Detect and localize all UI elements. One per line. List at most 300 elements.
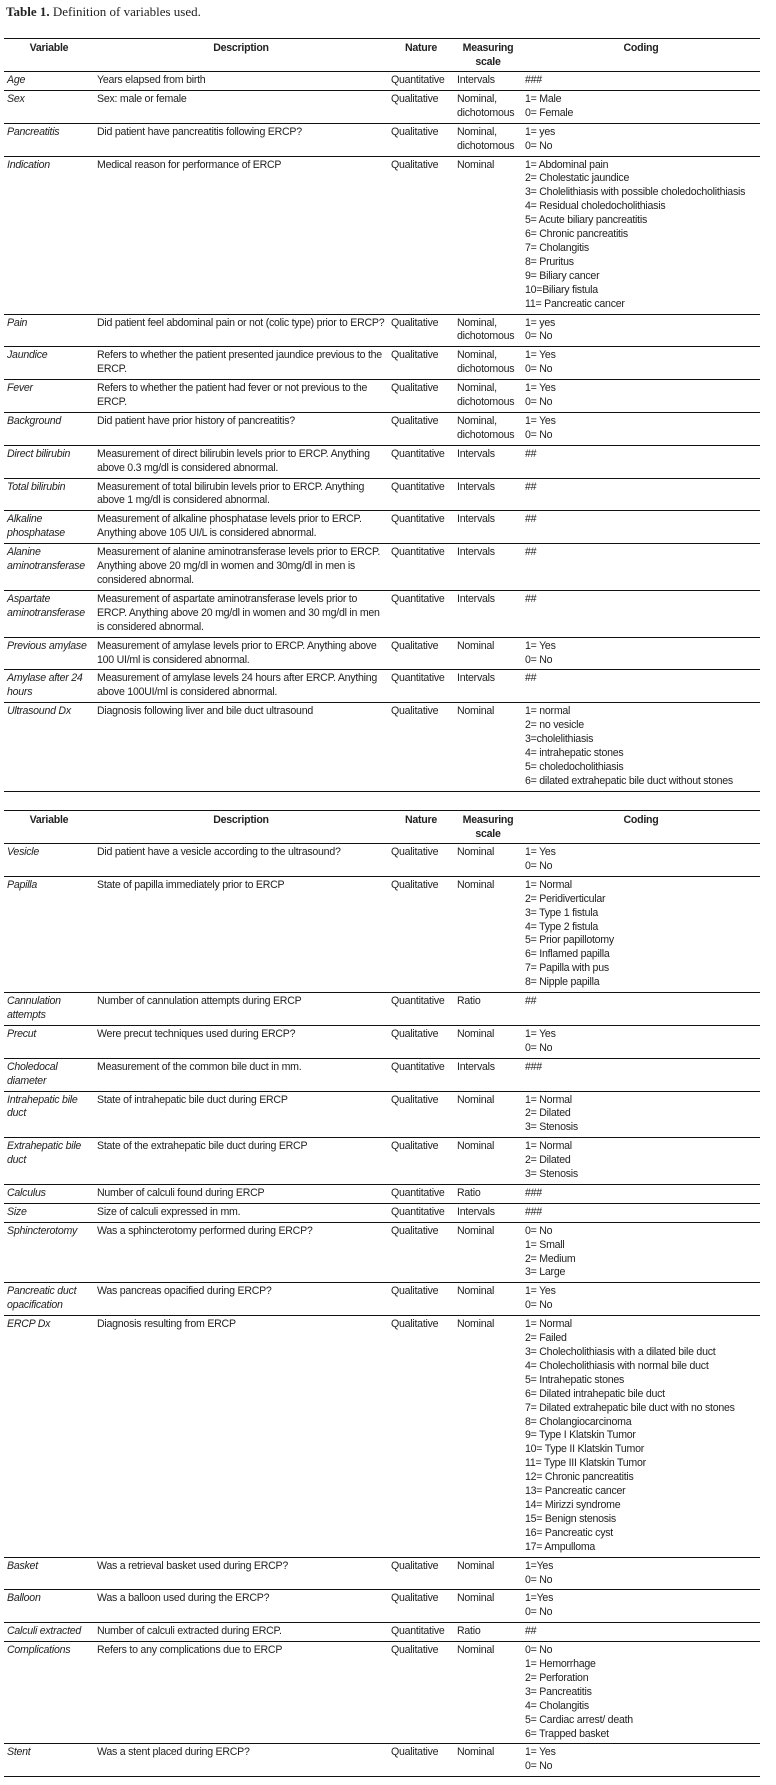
coding-value: ## [525, 592, 537, 605]
coding-value: 15= Benign stenosis [525, 1512, 616, 1525]
coding-value: 4= Cholangitis [525, 1699, 589, 1712]
table-row [4, 1222, 760, 1283]
variable-cell: Intrahepatic bile duct [7, 1093, 78, 1120]
nature-cell: Qualitative [391, 1644, 439, 1657]
measuring-scale-cell: Nominal, dichotomous [457, 125, 515, 152]
variable-cell: Stent [7, 1746, 31, 1759]
header-description: Description [213, 814, 269, 826]
coding-value: 3= Large [525, 1266, 566, 1279]
table-row [4, 1058, 760, 1091]
coding-value: 5= Acute biliary pancreatitis [525, 214, 648, 227]
measuring-scale-cell: Intervals [457, 447, 495, 460]
variable-cell: Basket [7, 1559, 38, 1572]
coding-value: 3= Stenosis [525, 1168, 578, 1181]
description-cell: State of intrahepatic bile duct during ERCP [97, 1093, 288, 1106]
measuring-scale-cell: Nominal [457, 1746, 495, 1759]
coding-cell [522, 844, 760, 877]
measuring-scale-cell: Nominal [457, 1093, 495, 1106]
coding-value: 0= No [525, 1606, 553, 1619]
variable-cell: Cannulation attempts [7, 995, 61, 1021]
coding-value: 1= yes [525, 316, 556, 329]
description-cell: Measurement of total bilirubin levels prior to ERCP. Anything above 1 mg/dl is considered abnormal. [97, 480, 365, 507]
nature-cell: Qualitative [391, 125, 439, 138]
variable-cell: Complications [7, 1644, 71, 1657]
coding-value: 1=Yes [525, 1592, 554, 1605]
description-cell: Refers to whether the patient had fever or not previous to the ERCP. [97, 382, 368, 409]
nature-cell: Qualitative [391, 1140, 439, 1153]
variable-cell: Aspartate aminotransferase [7, 592, 85, 619]
measuring-scale-cell: Nominal [457, 1285, 495, 1298]
measuring-scale-cell: Nominal [457, 705, 495, 718]
coding-value: 1= Normal [525, 1140, 572, 1153]
coding-value: 3= Pancreatitis [525, 1685, 592, 1698]
description-cell: Did patient feel abdominal pain or not (colic type) prior to ERCP? [97, 316, 385, 329]
coding-cell [522, 1184, 760, 1203]
coding-value: 1= Yes [525, 639, 556, 652]
measuring-scale-cell: Nominal [457, 846, 495, 858]
table-row [4, 412, 760, 445]
nature-cell: Quantitative [391, 1205, 445, 1218]
variable-cell: Size [7, 1205, 27, 1218]
coding-value: 1= Normal [525, 1093, 572, 1106]
measuring-scale-cell: Intervals [457, 672, 495, 685]
variable-cell: Choledocal diameter [7, 1060, 58, 1087]
coding-cell [522, 412, 760, 445]
coding-value: 0= No [525, 139, 553, 152]
table-row [4, 844, 760, 877]
coding-value: 3= Stenosis [525, 1121, 578, 1134]
variable-cell: Precut [7, 1027, 37, 1040]
coding-value: 10= Type II Klatskin Tumor [525, 1443, 645, 1456]
variable-cell: Alanine aminotransferase [7, 546, 85, 573]
coding-value: 1=Yes [525, 1559, 554, 1572]
coding-value: 6= Trapped basket [525, 1727, 609, 1740]
coding-cell [522, 380, 760, 413]
coding-value: 1= Normal [525, 878, 572, 891]
coding-value: ### [525, 1205, 542, 1218]
coding-value: 2= Peridiverticular [525, 892, 606, 905]
nature-cell: Qualitative [391, 1224, 439, 1237]
table-row [4, 511, 760, 544]
coding-cell [522, 1222, 760, 1283]
coding-value: 2= Failed [525, 1332, 567, 1345]
coding-cell [522, 703, 760, 791]
description-cell: Measurement of the common bile duct in mm. [97, 1060, 302, 1073]
description-cell: Refers to whether the patient presented jaundice previous to the ERCP. [97, 349, 382, 376]
coding-value: 6= Inflamed papilla [525, 948, 610, 961]
nature-cell: Quantitative [391, 995, 445, 1008]
header-nature: Nature [404, 42, 438, 54]
table-row [4, 478, 760, 511]
coding-cell [522, 156, 760, 314]
coding-cell [522, 1744, 760, 1777]
table-row [4, 1316, 760, 1557]
coding-value: 11= Pancreatic cancer [525, 297, 625, 310]
coding-value: 8= Nipple papilla [525, 976, 600, 989]
table-row [4, 1744, 760, 1777]
description-cell: Measurement of direct bilirubin levels prior to ERCP. Anything above 0.3 mg/dl is considered abnormal. [97, 447, 370, 474]
description-cell: Measurement of alkaline phosphatase levels prior to ERCP. Anything above 105 UI/L is considered abnormal. [97, 513, 362, 540]
coding-cell [522, 1642, 760, 1744]
coding-value: 1= Yes [525, 382, 556, 395]
table-body-2 [4, 844, 760, 1777]
coding-cell [522, 478, 760, 511]
variable-cell: Pain [7, 316, 28, 329]
variable-cell: Pancreatic duct opacification [7, 1285, 77, 1312]
nature-cell: Quantitative [391, 1625, 445, 1638]
variable-cell: Sex [7, 92, 25, 105]
coding-value: 0= No [525, 1644, 553, 1657]
header-coding: Coding [623, 42, 659, 54]
table-row [4, 1642, 760, 1744]
coding-value: 8= Cholangiocarcinoma [525, 1415, 632, 1428]
coding-value: ## [525, 1625, 537, 1638]
description-cell: Did patient have prior history of pancreatitis? [97, 414, 295, 427]
variable-cell: Sphincterotomy [7, 1224, 78, 1237]
coding-cell [522, 1058, 760, 1091]
coding-value: 1= Abdominal pain [525, 158, 609, 171]
coding-value: 1= Yes [525, 1027, 556, 1040]
nature-cell: Qualitative [391, 158, 439, 171]
coding-value: 4= intrahepatic stones [525, 746, 624, 759]
nature-cell: Quantitative [391, 1060, 445, 1073]
coding-value: 14= Mirizzi syndrome [525, 1498, 621, 1511]
nature-cell: Qualitative [391, 1318, 439, 1331]
variable-cell: Previous amylase [7, 639, 87, 652]
measuring-scale-cell: Ratio [457, 1186, 481, 1199]
nature-cell: Qualitative [391, 878, 439, 891]
nature-cell: Qualitative [391, 92, 439, 105]
coding-value: ### [525, 74, 542, 86]
coding-value: 1= yes [525, 125, 556, 138]
table-row [4, 1025, 760, 1058]
description-cell: Medical reason for performance of ERCP [97, 158, 282, 171]
coding-value: 3= Cholecholithiasis with a dilated bile duct [525, 1346, 716, 1358]
measuring-scale-cell: Ratio [457, 995, 481, 1008]
description-cell: Measurement of amylase levels 24 hours after ERCP. Anything above 100UI/ml is considered abnormal. [97, 672, 378, 699]
measuring-scale-cell: Nominal [457, 639, 495, 652]
measuring-scale-cell: Nominal [457, 1224, 495, 1237]
coding-value: 6= Chronic pancreatitis [525, 228, 628, 241]
coding-value: 1= Yes [525, 414, 556, 427]
measuring-scale-cell: Nominal [457, 1644, 495, 1657]
coding-cell [522, 590, 760, 637]
coding-value: 1= Yes [525, 846, 556, 858]
nature-cell: Qualitative [391, 1093, 439, 1106]
description-cell: State of papilla immediately prior to ERCP [97, 878, 285, 891]
description-cell: Did patient have a vesicle according to the ultrasound? [97, 846, 341, 858]
table-row [4, 993, 760, 1026]
description-cell: Number of cannulation attempts during ERCP [97, 995, 302, 1008]
table-row [4, 544, 760, 591]
header-row [4, 39, 760, 72]
table-row [4, 1138, 760, 1185]
nature-cell: Quantitative [391, 74, 445, 86]
measuring-scale-cell: Intervals [457, 480, 495, 493]
header-row [4, 811, 760, 844]
nature-cell: Qualitative [391, 639, 439, 652]
coding-cell [522, 993, 760, 1026]
description-cell: Was a balloon used during the ERCP? [97, 1592, 270, 1605]
coding-value: ## [525, 546, 537, 559]
coding-value: 6= dilated extrahepatic bile duct without stones [525, 774, 733, 787]
variable-cell: ERCP Dx [7, 1318, 51, 1331]
variables-table-part-2 [4, 810, 760, 1777]
coding-value: 0= No [525, 1760, 553, 1773]
measuring-scale-cell: Nominal, dichotomous [457, 349, 515, 376]
description-cell: Was pancreas opacified during ERCP? [97, 1285, 272, 1298]
header-variable: Variable [29, 814, 69, 826]
coding-value: 8= Pruritus [525, 255, 574, 268]
nature-cell: Quantitative [391, 1186, 445, 1199]
header-measuring-scale: Measuring scale [462, 814, 514, 840]
variable-cell: Extrahepatic bile duct [7, 1140, 82, 1167]
coding-value: 17= Ampulloma [525, 1540, 596, 1553]
nature-cell: Qualitative [391, 1285, 439, 1298]
coding-cell [522, 876, 760, 992]
nature-cell: Quantitative [391, 480, 445, 493]
description-cell: Were precut techniques used during ERCP? [97, 1027, 296, 1040]
measuring-scale-cell: Nominal [457, 1592, 495, 1605]
nature-cell: Qualitative [391, 1559, 439, 1572]
table-row [4, 380, 760, 413]
nature-cell: Qualitative [391, 1592, 439, 1605]
measuring-scale-cell: Intervals [457, 513, 495, 526]
table-row [4, 123, 760, 156]
variables-table-part-1 [4, 38, 760, 792]
table-row [4, 1590, 760, 1623]
header-measuring-scale: Measuring scale [462, 42, 514, 68]
description-cell: State of the extrahepatic bile duct during ERCP [97, 1140, 308, 1153]
coding-cell [522, 1091, 760, 1138]
nature-cell: Quantitative [391, 447, 445, 460]
coding-value: 13= Pancreatic cancer [525, 1485, 626, 1498]
nature-cell: Qualitative [391, 1746, 439, 1759]
variable-cell: Indication [7, 158, 50, 171]
description-cell: Refers to any complications due to ERCP [97, 1644, 283, 1657]
coding-value: 3= Type 1 fistula [525, 906, 598, 919]
measuring-scale-cell: Nominal, dichotomous [457, 316, 515, 343]
description-cell: Did patient have pancreatitis following ERCP? [97, 125, 302, 138]
measuring-scale-cell: Nominal [457, 158, 495, 171]
coding-cell [522, 90, 760, 123]
coding-value: 5= choledocholithiasis [525, 760, 624, 773]
coding-value: 1= Hemorrhage [525, 1658, 596, 1671]
nature-cell: Qualitative [391, 1027, 439, 1040]
coding-value: 4= Residual choledocholithiasis [525, 200, 666, 213]
measuring-scale-cell: Intervals [457, 546, 495, 559]
coding-cell [522, 1283, 760, 1316]
nature-cell: Qualitative [391, 846, 439, 858]
description-cell: Sex: male or female [97, 92, 187, 105]
coding-cell [522, 72, 760, 91]
coding-value: 0= No [525, 1041, 553, 1054]
measuring-scale-cell: Nominal [457, 878, 495, 891]
coding-value: 3=cholelithiasis [525, 733, 594, 746]
measuring-scale-cell: Nominal [457, 1027, 495, 1040]
coding-cell [522, 1203, 760, 1222]
coding-cell [522, 1623, 760, 1642]
coding-value: 0= No [525, 363, 553, 376]
coding-value: 0= No [525, 396, 553, 409]
coding-value: ## [525, 995, 537, 1008]
measuring-scale-cell: Nominal [457, 1140, 495, 1153]
coding-cell [522, 1590, 760, 1623]
variable-cell: Balloon [7, 1592, 41, 1605]
coding-value: 0= No [525, 653, 553, 666]
coding-cell [522, 445, 760, 478]
measuring-scale-cell: Intervals [457, 592, 495, 605]
variable-cell: Alkaline phosphatase [7, 513, 65, 540]
table-row [4, 1091, 760, 1138]
coding-value: 1= normal [525, 705, 571, 718]
coding-value: 5= Cardiac arrest/ death [525, 1713, 633, 1726]
table-caption-text: Definition of variables used. [49, 4, 201, 19]
coding-value: 5= Prior papillotomy [525, 934, 614, 947]
table-row [4, 445, 760, 478]
coding-value: 2= no vesicle [525, 719, 584, 732]
header-coding: Coding [623, 814, 659, 826]
nature-cell: Quantitative [391, 546, 445, 559]
nature-cell: Qualitative [391, 316, 439, 329]
coding-cell [522, 1316, 760, 1557]
coding-value: 5= Intrahepatic stones [525, 1373, 625, 1386]
description-cell: Years elapsed from birth [97, 74, 206, 86]
coding-cell [522, 1557, 760, 1590]
description-cell: Number of calculi found during ERCP [97, 1186, 265, 1199]
coding-cell [522, 123, 760, 156]
table-caption-label: Table 1. [6, 4, 50, 19]
coding-value: 0= No [525, 330, 553, 343]
table-row [4, 637, 760, 670]
header-nature: Nature [404, 814, 438, 826]
variable-cell: Pancreatitis [7, 125, 60, 138]
nature-cell: Qualitative [391, 414, 439, 427]
table-row [4, 1623, 760, 1642]
description-cell: Number of calculi extracted during ERCP. [97, 1625, 282, 1638]
variable-cell: Ultrasound Dx [7, 705, 71, 718]
variable-cell: Total bilirubin [7, 480, 66, 493]
variable-cell: Amylase after 24 hours [7, 672, 83, 699]
coding-value: 2= Perforation [525, 1671, 589, 1684]
description-cell: Diagnosis resulting from ERCP [97, 1318, 236, 1331]
coding-cell [522, 314, 760, 347]
measuring-scale-cell: Intervals [457, 74, 495, 86]
coding-value: 2= Dilated [525, 1107, 571, 1120]
coding-value: 2= Medium [525, 1252, 576, 1265]
coding-cell [522, 1025, 760, 1058]
coding-value: 0= No [525, 1573, 553, 1586]
description-cell: Was a stent placed during ERCP? [97, 1746, 250, 1759]
coding-value: ## [525, 447, 537, 460]
coding-value: 0= No [525, 1299, 553, 1312]
measuring-scale-cell: Nominal [457, 1559, 495, 1572]
coding-value: 1= Yes [525, 349, 556, 362]
coding-value: 1= Yes [525, 1285, 556, 1298]
coding-value: 1= Normal [525, 1318, 572, 1331]
coding-cell [522, 347, 760, 380]
table-row [4, 156, 760, 314]
coding-cell [522, 511, 760, 544]
table-row [4, 1283, 760, 1316]
coding-value: 4= Type 2 fistula [525, 920, 598, 933]
coding-value: 1= Yes [525, 1746, 556, 1759]
coding-value: 2= Cholestatic jaundice [525, 172, 630, 185]
description-cell: Measurement of aspartate aminotransferase levels prior to ERCP. Anything above 20 mg/dl in women and 30 mg/dl in men is considered abnormal. [97, 592, 380, 633]
measuring-scale-cell: Nominal, dichotomous [457, 92, 515, 119]
nature-cell: Qualitative [391, 382, 439, 395]
table-row [4, 72, 760, 91]
coding-value: ## [525, 480, 537, 493]
measuring-scale-cell: Intervals [457, 1205, 495, 1218]
variable-cell: Calculus [7, 1186, 46, 1199]
variable-cell: Papilla [7, 878, 38, 891]
variable-cell: Background [7, 414, 62, 427]
coding-value: 4= Cholecholithiasis with normal bile duct [525, 1359, 709, 1372]
coding-cell [522, 670, 760, 703]
coding-value: 9= Biliary cancer [525, 269, 600, 282]
variable-cell: Age [7, 74, 26, 86]
measuring-scale-cell: Ratio [457, 1625, 481, 1638]
coding-value: ### [525, 1060, 542, 1073]
table-row [4, 1203, 760, 1222]
description-cell: Was a retrieval basket used during ERCP? [97, 1559, 288, 1572]
table-body-1 [4, 72, 760, 792]
coding-value: ## [525, 513, 537, 526]
nature-cell: Qualitative [391, 349, 439, 362]
coding-value: 7= Dilated extrahepatic bile duct with no stones [525, 1401, 735, 1414]
measuring-scale-cell: Nominal [457, 1318, 495, 1331]
nature-cell: Quantitative [391, 672, 445, 685]
coding-value: 0= No [525, 859, 553, 872]
table-caption [6, 4, 201, 20]
coding-value: 1= Male [525, 92, 562, 105]
coding-value: ### [525, 1186, 542, 1199]
measuring-scale-cell: Intervals [457, 1060, 495, 1073]
coding-value: 7= Cholangitis [525, 241, 589, 254]
coding-value: 3= Cholelithiasis with possible choledocholithiasis [525, 186, 746, 199]
coding-value: ## [525, 672, 537, 685]
table-row [4, 876, 760, 992]
description-cell: Was a sphincterotomy performed during ERCP? [97, 1224, 313, 1237]
coding-cell [522, 637, 760, 670]
coding-value: 11= Type III Klatskin Tumor [525, 1457, 646, 1470]
coding-value: 2= Dilated [525, 1154, 571, 1167]
coding-value: 10=Biliary fistula [525, 283, 598, 296]
variable-cell: Calculi extracted [7, 1625, 82, 1638]
table-row [4, 1184, 760, 1203]
coding-value: 12= Chronic pancreatitis [525, 1471, 634, 1484]
coding-value: 0= No [525, 428, 553, 441]
variable-cell: Direct bilirubin [7, 447, 71, 460]
description-cell: Measurement of amylase levels prior to ERCP. Anything above 100 UI/ml is considered abnormal. [97, 639, 377, 666]
coding-value: 6= Dilated intrahepatic bile duct [525, 1387, 665, 1400]
coding-value: 1= Small [525, 1238, 565, 1251]
header-description: Description [213, 42, 269, 54]
coding-cell [522, 544, 760, 591]
description-cell: Size of calculi expressed in mm. [97, 1205, 241, 1218]
variable-cell: Fever [7, 382, 33, 395]
table-row [4, 90, 760, 123]
nature-cell: Qualitative [391, 705, 439, 718]
coding-value: 7= Papilla with pus [525, 962, 609, 975]
coding-value: 16= Pancreatic cyst [525, 1526, 613, 1539]
table-row [4, 347, 760, 380]
variable-cell: Jaundice [7, 349, 48, 362]
table-row [4, 314, 760, 347]
header-variable: Variable [29, 42, 69, 54]
description-cell: Diagnosis following liver and bile duct ultrasound [97, 705, 313, 718]
